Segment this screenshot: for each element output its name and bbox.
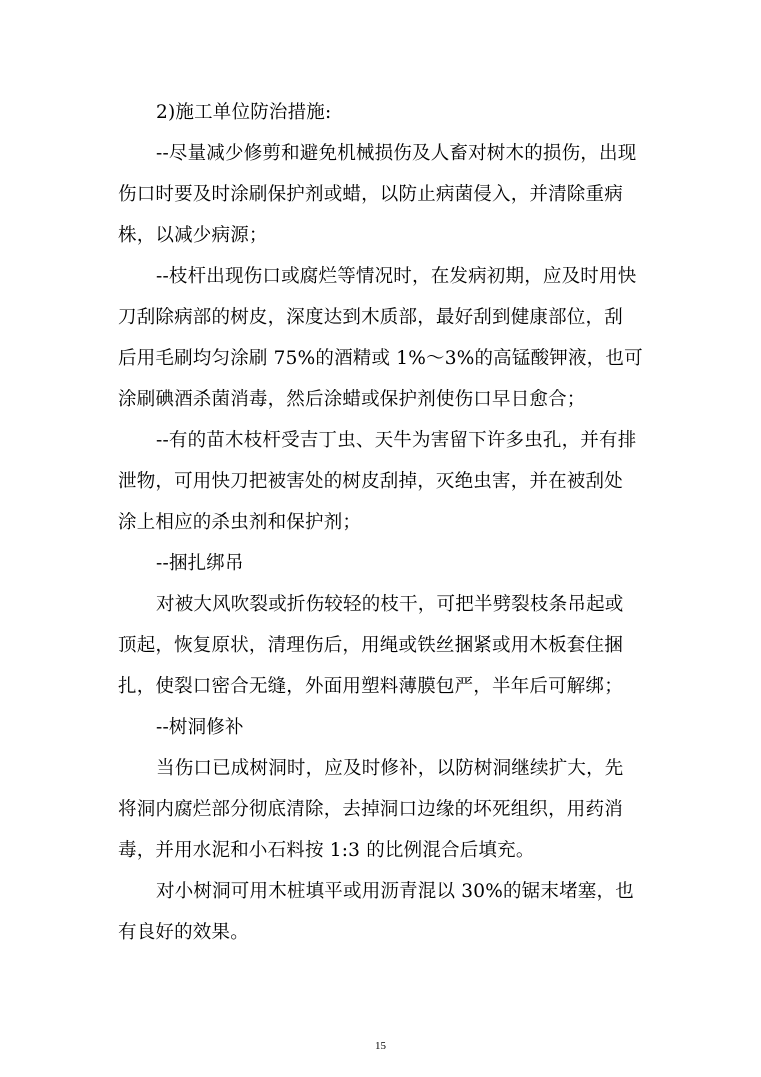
text-line: 将洞内腐烂部分彻底清除，去掉洞口边缘的坏死组织，用药消 [118,799,623,820]
text-line: 当伤口已成树洞时，应及时修补，以防树洞继续扩大，先 [156,758,624,779]
page-number: 15 [375,1040,386,1052]
text-line: --有的苗木枝杆受吉丁虫、天牛为害留下许多虫孔，并有排 [156,430,637,451]
text-line: 涂刷碘酒杀菌消毒，然后涂蜡或保护剂使伤口早日愈合； [118,389,586,410]
subheading: --树洞修补 [156,717,244,738]
subheading: --捆扎绑吊 [156,553,244,574]
text-line: 扎，使裂口密合无缝，外面用塑料薄膜包严，半年后可解绑； [118,676,623,697]
text-line: 有良好的效果。 [118,922,249,943]
section-heading: 2)施工单位防治措施: [156,102,332,123]
text-line: 毒，并用水泥和小石料按 1:3 的比例混合后填充。 [118,840,535,861]
text-line: 对被大风吹裂或折伤较轻的枝干，可把半劈裂枝条吊起或 [156,594,624,615]
text-line: 刀刮除病部的树皮，深度达到木质部，最好刮到健康部位，刮 [118,307,623,328]
text-line: 涂上相应的杀虫剂和保护剂； [118,512,362,533]
text-line: 对小树洞可用木桩填平或用沥青混以 30%的锯末堵塞，也 [156,881,634,902]
text-line: 伤口时要及时涂刷保护剂或蜡，以防止病菌侵入，并清除重病 [118,184,623,205]
text-line: 顶起，恢复原状，清理伤后，用绳或铁丝捆紧或用木板套住捆 [118,635,623,656]
text-line: 株，以减少病源； [118,225,268,246]
document-body [118,92,643,953]
text-line: --枝杆出现伤口或腐烂等情况时，在发病初期，应及时用快 [156,266,637,287]
text-line: 后用毛刷均匀涂刷 75%的酒精或 1%～3%的高锰酸钾液，也可 [118,348,643,369]
text-line: 泄物，可用快刀把被害处的树皮刮掉，灭绝虫害，并在被刮处 [118,471,623,492]
text-line: --尽量减少修剪和避免机械损伤及人畜对树木的损伤，出现 [156,143,637,164]
